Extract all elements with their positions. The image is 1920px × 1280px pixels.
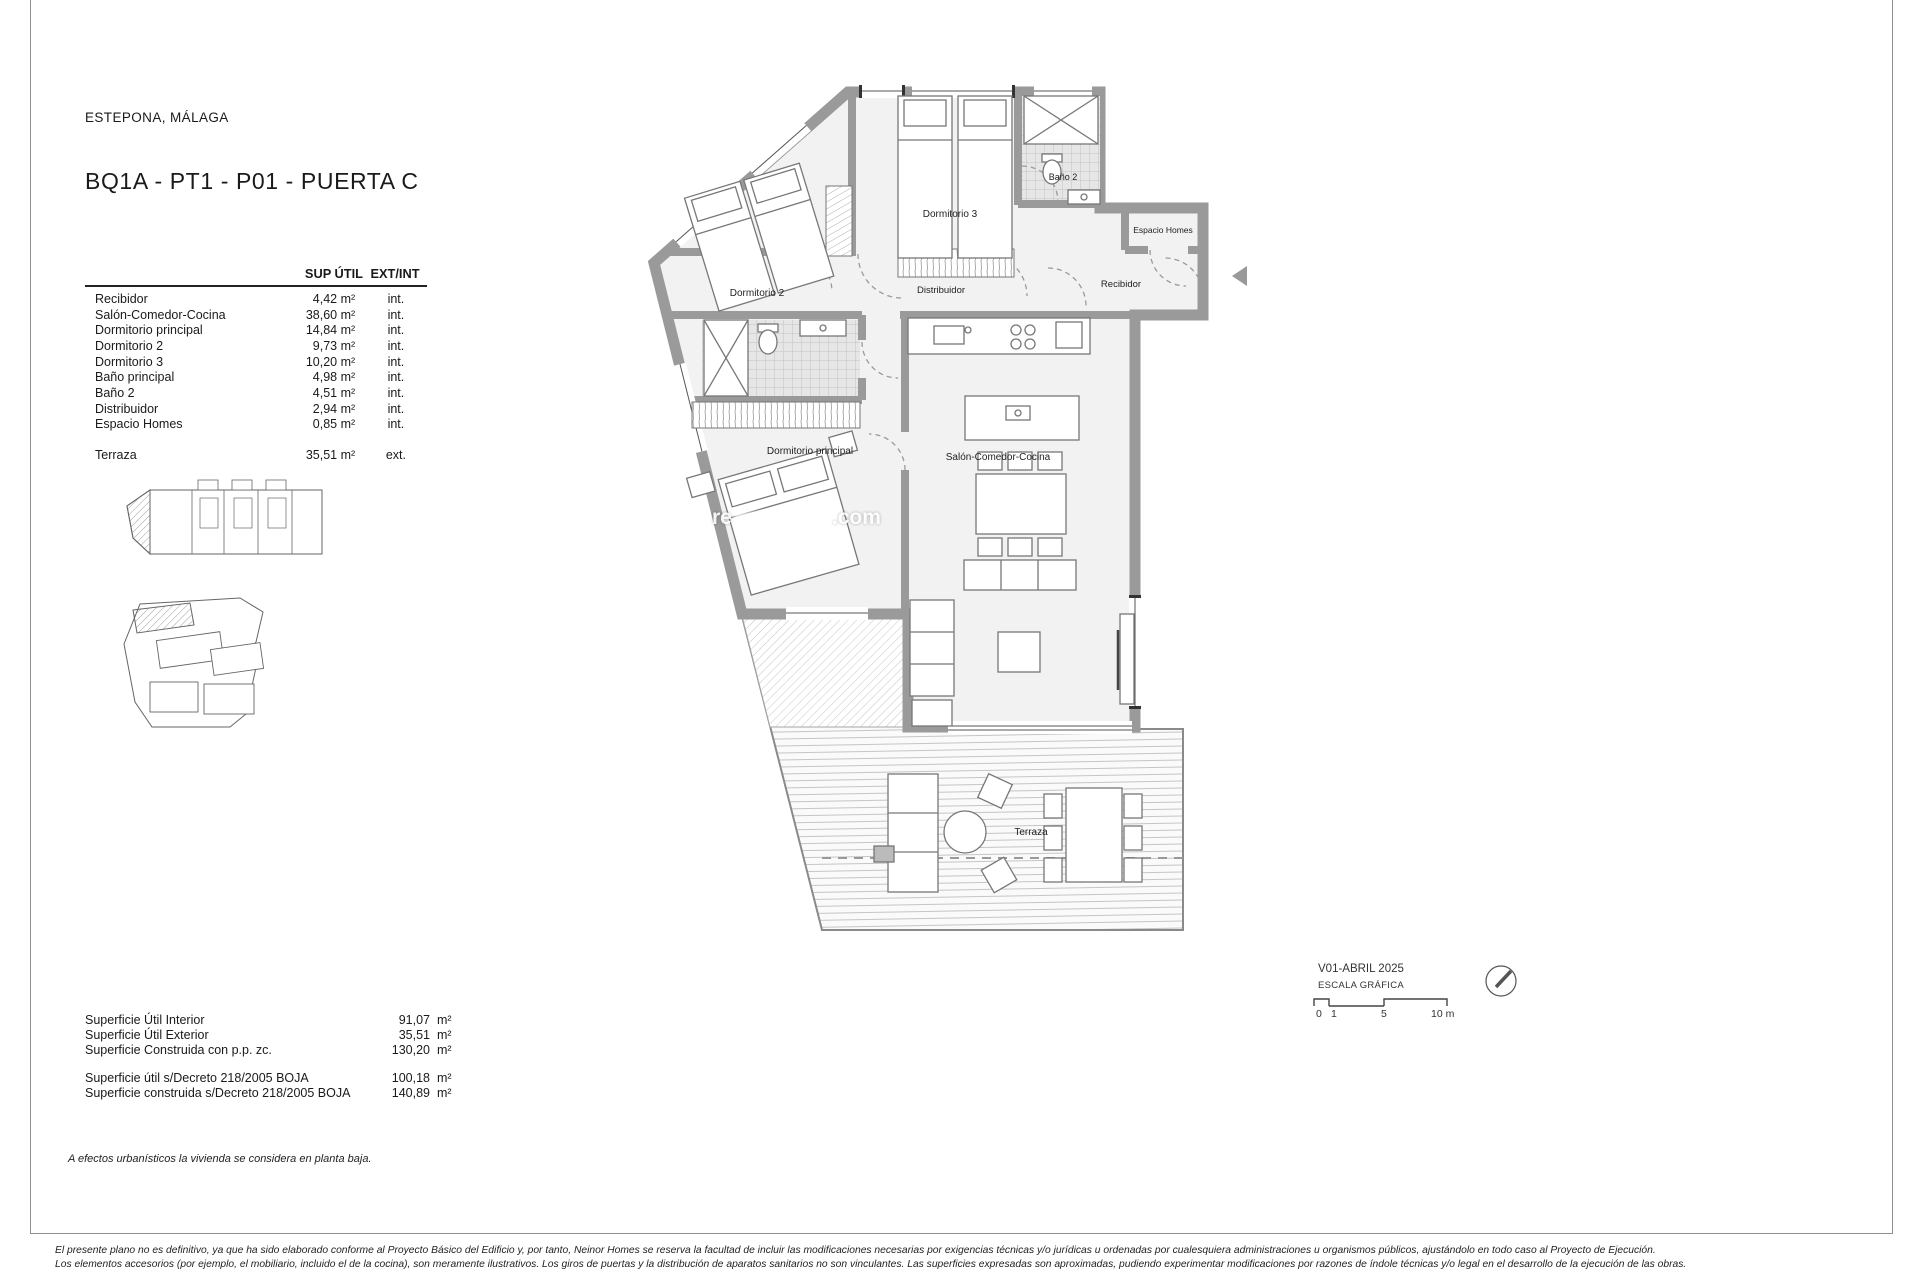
- highlighted-unit: [127, 490, 150, 554]
- entrance-arrow-icon: [1232, 266, 1247, 286]
- areas-table-header: [85, 266, 427, 285]
- table-row: Recibidor 4,42 m² int.: [95, 291, 405, 306]
- areas-table: [85, 266, 427, 463]
- table-row: Espacio Homes 0,85 m² int.: [95, 417, 405, 432]
- col-header-sup-util: SUP ÚTIL: [304, 266, 363, 281]
- areas-table-rows: [85, 285, 427, 463]
- room-label-dormitorio-principal: Dormitorio principal: [766, 446, 854, 457]
- floor-plan-drawing: [600, 60, 1280, 960]
- room-label-recibidor: Recibidor: [1100, 279, 1142, 290]
- summary-row: Superficie Útil Interior 91,07 m²: [85, 1012, 452, 1027]
- planter: [874, 846, 894, 862]
- summary-row: Superficie construida s/Decreto 218/2005 BOJA 140,89 m²: [85, 1086, 452, 1101]
- north-compass-icon: [1478, 958, 1524, 1004]
- table-row: Dormitorio 2 9,73 m² int.: [95, 338, 405, 353]
- disclaimer-line: El presente plano no es definitivo, ya que ha sido elaborado conforme al Proyecto Básico del Edificio y, por tanto, Neinor Homes se reserva la facultad de incluir las modificaciones necesarias por exigencias técnicas y/o jurídicas u ordenadas por cualesquiera administraciones u organismos públicos, ajustándolo en todo caso al Proyecto de Ejecución.: [55, 1245, 1656, 1256]
- table-row: Dormitorio principal 14,84 m² int.: [95, 323, 405, 338]
- location-label: ESTEPONA, MÁLAGA: [85, 110, 229, 125]
- sofa: [910, 600, 954, 726]
- table-row-terraza: Terraza 35,51 m² ext.: [95, 448, 406, 463]
- room-label-distribuidor: Distribuidor: [916, 285, 966, 296]
- version-label: V01-ABRIL 2025: [1318, 963, 1404, 975]
- sliding-door: [786, 607, 868, 620]
- dining-table: [976, 452, 1066, 556]
- room-label-dormitorio3: Dormitorio 3: [922, 209, 978, 220]
- planta-baja-note: A efectos urbanísticos la vivienda se considera en planta baja.: [68, 1153, 372, 1165]
- room-label-terraza: Terraza: [1014, 827, 1048, 838]
- terrace-side-paving: [742, 616, 908, 727]
- room-label-salon: Salón-Comedor-Cocina: [945, 452, 1051, 463]
- tv-unit: [1118, 614, 1134, 704]
- col-header-ext-int: EXT/INT: [370, 266, 420, 281]
- watermark-blur: [734, 512, 830, 525]
- floor-plan-page: ESTEPONA, MÁLAGA BQ1A - PT1 - P01 - PUERTA C SUP ÚTIL EXT/INT Recibidor 4,42 m² int. Salón-Comedor-Cocina 38,60 m² int. Dormitorio principal 14,84 m² int. Dormitorio 2 9,73 m² int. Dormitorio 3 10,20 m² int. Baño principal 4,98 m² int. Baño 2 4,51 m² int. Distribuidor 2,94 m² int. Espacio Homes 0,85 m² int. Terraza 35,51 m² ext. Dormitorio 2 Dormitorio 3 Baño 2 Espacio Homes Distribuidor Recibidor Dormitorio principal Salón-Comedor-Cocina Terraza re .com Superficie Útil Interior 91,07 m² Superficie Útil Exterior 35,51 m² Superficie Construida con p.p. zc. 130,20 m² Superficie útil s/Decreto 218/2005 BOJA 100,18 m² Superficie construida s/Decreto 218/2005 BOJA 140,89 m² A efectos urbanísticos la vivienda se considera en planta baja. El presente plano no es definitivo, ya que ha sido elaborado conforme al Proyecto Básico del Edificio y, por tanto, Neinor Homes se reserva la facultad de incluir las modificaciones necesarias por exigencias técnicas y/o jurídicas u ordenadas por cualesquiera administraciones u organismos públicos, ajustándolo en todo caso al Proyecto de Ejecución. Los elementos accesorios (por ejemplo, el mobiliario, incluido el de la cocina), son meramente ilustrativos. Los giros de puertas y la distribución de aparatos sanitarios no son vinculantes. Las superficies expresadas son aproximadas, pudiendo experimentar modificaciones por razones de índole técnicas y/o legal en el desarrollo de la ejecución de las obras. V01-ABRIL 2025 ESCALA GRÁFICA 0 1 5 10 m: [0, 0, 1920, 1280]
- summary-row: Superficie Útil Exterior 35,51 m²: [85, 1027, 452, 1042]
- sliding-door: [948, 721, 1132, 734]
- table-row: Distribuidor 2,94 m² int.: [95, 401, 405, 416]
- wardrobe: [826, 186, 852, 256]
- kitchen-counter: [908, 318, 1090, 354]
- page-border-bottom: [30, 1233, 1893, 1234]
- page-border-right: [1892, 0, 1893, 1233]
- kitchen-island: [965, 396, 1079, 440]
- summary-row: Superficie útil s/Decreto 218/2005 BOJA 100,18 m²: [85, 1071, 452, 1086]
- outdoor-dining: [1044, 788, 1142, 882]
- summary-row: Superficie Construida con p.p. zc. 130,20 m²: [85, 1042, 452, 1057]
- disclaimer-line: Los elementos accesorios (por ejemplo, el mobiliario, incluido el de la cocina), son meramente ilustrativos. Los giros de puertas y la distribución de aparatos sanitarios no son vinculantes. Las superficies expresadas son aproximadas, pudiendo experimentar modificaciones por razones de índole técnicas y/o legal en el desarrollo de la ejecución de las obras.: [55, 1258, 1687, 1270]
- surface-summary: [85, 1012, 467, 1101]
- legal-disclaimer: [55, 1244, 1895, 1271]
- table-row: Salón-Comedor-Cocina 38,60 m² int.: [95, 307, 405, 322]
- table-row: Baño 2 4,51 m² int.: [95, 385, 405, 400]
- table-row: Baño principal 4,98 m² int.: [95, 370, 405, 385]
- watermark: re .com: [712, 506, 881, 529]
- key-plan-thumbnails: [115, 468, 345, 740]
- room-label-dormitorio2: Dormitorio 2: [729, 288, 785, 299]
- room-label-bano2: Baño 2: [1048, 172, 1078, 182]
- wardrobe-main-bedroom: [692, 402, 860, 428]
- scale-title: ESCALA GRÁFICA: [1318, 980, 1405, 991]
- building-strip-diagram: [127, 480, 322, 554]
- page-title: BQ1A - PT1 - P01 - PUERTA C: [85, 168, 419, 194]
- table-row: Dormitorio 3 10,20 m² int.: [95, 354, 405, 369]
- coffee-table: [998, 632, 1040, 672]
- site-plan-diagram: [124, 598, 264, 727]
- page-border-left: [30, 0, 31, 1233]
- outdoor-round-table: [944, 811, 986, 853]
- outdoor-sofa: [888, 774, 938, 892]
- room-label-espacio-homes: Espacio Homes: [1133, 225, 1193, 235]
- sideboard: [964, 560, 1076, 590]
